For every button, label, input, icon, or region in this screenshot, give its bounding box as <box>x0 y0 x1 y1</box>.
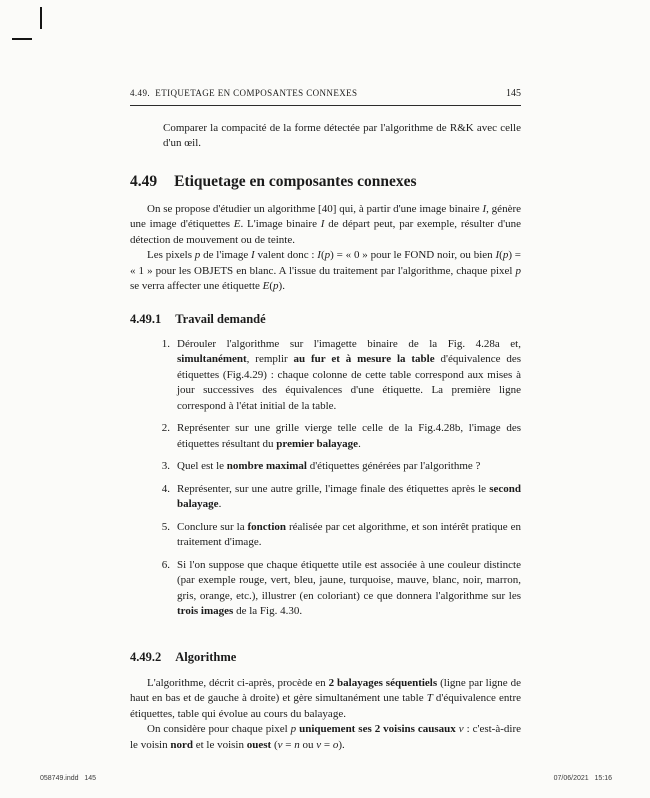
list-item <box>130 337 521 415</box>
list-item <box>130 459 521 475</box>
footer-timestamp: 07/06/2021 15:16 <box>553 775 612 782</box>
paragraph-algorithm-intro: On se propose d'étudier un algorithme [40] qui, à partir d'une image binaire I, génère une image d'étiquettes E. L'image binaire I de départ peut, par exemple, résulter d'une détection de mouvement ou de teinte. <box>130 202 521 246</box>
subsection-number: 4.49.2 <box>130 649 162 664</box>
list-item-number: 1. <box>161 337 170 350</box>
list-item <box>130 421 521 452</box>
subsection-heading-travail <box>130 312 521 327</box>
list-item-number: 3. <box>161 460 170 472</box>
list-item-text: Si l'on suppose que chaque étiquette utile est associée à une couleur distincte (par exemple rouge, vert, bleu, jaune, turquoise, mauve, blanc, noir, marron, gris, orange, etc.), illustrer (en coloriant) ce que donnera l'algorithme sur les trois images de la Fig. 4.30. <box>177 558 521 617</box>
list-item-text: Conclure sur la fonction réalisée par cet algorithme, et son intérêt pratique en traitement d'image. <box>177 520 522 548</box>
list-item-text: Quel est le nombre maximal d'étiquettes générées par l'algorithme ? <box>177 460 481 472</box>
running-header <box>130 86 521 106</box>
paragraph-pixel-values: Les pixels p de l'image I valent donc : I(p) = « 0 » pour le FOND noir, ou bien I(p) = « 1 » pour les OBJETS en blanc. A l'issue du traitement par l'algorithme, chaque pixel p se verra affecter une étiquette E(p). <box>130 249 521 292</box>
section-heading <box>130 173 521 191</box>
subsection-title: Travail demandé <box>175 311 266 326</box>
print-footer <box>40 775 612 782</box>
section-title: Etiquetage en composantes connexes <box>174 172 417 190</box>
crop-mark-vertical <box>40 7 42 29</box>
list-item-text: Représenter sur une grille vierge telle celle de la Fig.4.28b, l'image des étiquettes résultant du premier balayage. <box>177 422 521 450</box>
task-list <box>130 337 521 620</box>
footer-file-info: 058749.indd 145 <box>40 775 97 782</box>
page-content <box>130 86 521 753</box>
list-item-number: 6. <box>161 558 170 571</box>
list-item-text: Dérouler l'algorithme sur l'imagette binaire de la Fig. 4.28a et, simultanément, remplir au fur et à mesure la table d'équivalence des étiquettes (Fig.4.29) : chaque colonne de cette table correspond aux mises à jour successives des équivalences d'une étiquette. La première ligne correspond à l'état initial de la table. <box>177 337 521 412</box>
subsection-heading-algorithme <box>130 650 521 665</box>
section-number: 4.49 <box>130 172 158 190</box>
list-item-number: 2. <box>161 422 170 434</box>
list-item-text: Représenter, sur une autre grille, l'image finale des étiquettes après le second balayage. <box>177 482 521 510</box>
list-item <box>130 482 521 513</box>
subsection-title: Algorithme <box>175 649 237 664</box>
intro-paragraph: Comparer la compacité de la forme détectée par l'algorithme de R&K avec celle d'un œil. <box>163 121 521 149</box>
running-header-title: 4.49. ETIQUETAGE EN COMPOSANTES CONNEXES <box>130 88 358 98</box>
list-item-number: 5. <box>161 520 170 533</box>
list-item <box>130 520 521 551</box>
paragraph-voisins: On considère pour chaque pixel p uniquement ses 2 voisins causaux v : c'est-à-dire le voisin nord et le voisin ouest (v = n ou v = o). <box>130 723 521 751</box>
subsection-number: 4.49.1 <box>130 311 162 326</box>
list-item <box>130 558 521 620</box>
paragraph-balayages: L'algorithme, décrit ci-après, procède en 2 balayages séquentiels (ligne par ligne de haut en bas et de gauche à droite) et gère simultanément une table T d'équivalence entre étiquettes, table qui évolue au cours du balayage. <box>130 676 521 720</box>
page-number: 145 <box>506 88 521 99</box>
crop-mark-horizontal <box>12 38 32 40</box>
list-item-number: 4. <box>161 482 170 495</box>
